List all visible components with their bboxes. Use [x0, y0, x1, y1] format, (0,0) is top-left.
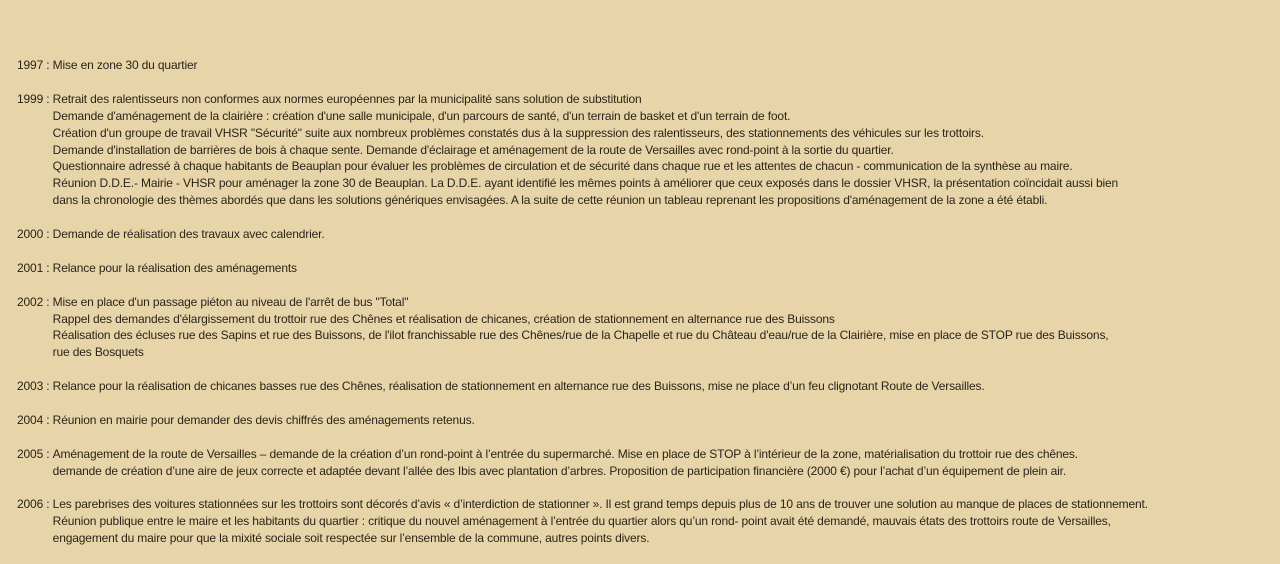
entry-year: 2002 :	[17, 294, 53, 309]
entry-text	[53, 446, 1275, 480]
entry-1999	[17, 91, 1275, 209]
entry-line: demande de création d’une aire de jeux correcte et adaptée devant l’allée des Ibis avec plantation d’arbres. Proposition de participation financière (2000 €) pour l’achat d’un équipement de plein air.	[52, 463, 1067, 478]
entry-text	[53, 378, 1275, 395]
entry-year: 2004 :	[17, 412, 53, 427]
entry-line: Retrait des ralentisseurs non conformes aux normes européennes par la municipalité sans solution de substitution	[52, 91, 642, 106]
entry-line: Demande d'aménagement de la clairière : création d'une salle municipale, d'un parcours de santé, d'un terrain de basket et d'un terrain de foot.	[52, 108, 791, 123]
entry-text	[53, 294, 1275, 362]
entry-text	[53, 226, 1275, 243]
entry-year: 1999 :	[17, 91, 53, 106]
entry-line: Questionnaire adressé à chaque habitants de Beauplan pour évaluer les problèmes de circulation et de sécurité dans chaque rue et les attentes de chacun - communication de la synthèse au maire.	[52, 159, 1073, 174]
entry-text	[53, 260, 1275, 277]
entry-line: Rappel des demandes d'élargissement du trottoir rue des Chênes et réalisation de chicanes, création de stationnement en alternance rue des Buissons	[52, 311, 835, 326]
entry-line: engagement du maire pour que la mixité sociale soit respectée sur l’ensemble de la commune, autres points divers.	[52, 531, 650, 546]
entry-line: Création d'un groupe de travail VHSR "Sécurité" suite aux nombreux problèmes constatés dus à la suppression des ralentisseurs, des stationnements des véhicules sur les trottoirs.	[52, 125, 984, 140]
entry-year: 2001 :	[17, 260, 53, 275]
entry-2001	[17, 260, 1275, 277]
entry-1997	[17, 57, 1275, 74]
entry-2006	[17, 496, 1275, 547]
entry-line: Mise en place d'un passage piéton au niveau de l'arrêt de bus "Total"	[52, 294, 409, 309]
entry-line: Demande d'installation de barrières de bois à chaque sente. Demande d'éclairage et aménagement de la route de Versailles avec rond-point à la sortie du quartier.	[52, 142, 894, 157]
entry-2003	[17, 378, 1275, 395]
entry-line: Réunion D.D.E.- Mairie - VHSR pour aménager la zone 30 de Beauplan. La D.D.E. ayant identifié les mêmes points à améliorer que ceux exposés dans le dossier VHSR, la présentation coïncidait aussi bien	[52, 176, 1119, 191]
entry-2005	[17, 446, 1275, 480]
entry-text	[53, 91, 1275, 209]
entry-line: Mise en zone 30 du quartier	[52, 58, 198, 72]
entry-text	[53, 57, 1275, 74]
entry-line: Relance pour la réalisation des aménagements	[52, 260, 297, 275]
entry-line: dans la chronologie des thèmes abordés que dans les solutions génériques envisagées. A la suite de cette réunion un tableau reprenant les propositions d'aménagement de la zone a été établi.	[52, 193, 1048, 208]
entry-year: 2003 :	[17, 379, 53, 394]
entry-line: Relance pour la réalisation de chicanes basses rue des Chênes, réalisation de stationnement en alternance rue des Buissons, mise ne place d’un feu clignotant Route de Versailles.	[52, 379, 985, 394]
entry-year: 1997 :	[17, 58, 53, 72]
entry-line: Réalisation des écluses rue des Sapins et rue des Buissons, de l'ilot franchissable rue des Chênes/rue de la Chapelle et rue du Château d'eau/rue de la Clairière, mise en place de STOP rue des Buissons,	[52, 328, 1109, 343]
entry-line: Réunion publique entre le maire et les habitants du quartier : critique du nouvel aménagement à l’entrée du quartier alors qu’un rond- point avait été demandé, mauvais états des trottoirs route de Versailles,	[52, 514, 1111, 529]
entry-year: 2005 :	[17, 446, 53, 461]
entry-2000	[17, 226, 1275, 243]
entry-2004	[17, 412, 1275, 429]
timeline	[17, 57, 1275, 564]
entry-line: Aménagement de la route de Versailles – demande de la création d’un rond-point à l’entrée du supermarché. Mise en place de STOP à l’intérieur de la zone, matérialisation du trottoir rue des chênes.	[52, 446, 1078, 461]
entry-line: Les parebrises des voitures stationnées sur les trottoirs sont décorés d’avis « d’interdiction de stationner ». Il est grand temps depuis plus de 10 ans de trouver une solution au manque de places de stationnement.	[52, 497, 1148, 512]
entry-line: Demande de réalisation des travaux avec calendrier.	[52, 227, 325, 242]
entry-text	[53, 412, 1275, 429]
entry-year: 2006 :	[17, 497, 53, 512]
entry-2002	[17, 294, 1275, 362]
entry-line: Réunion en mairie pour demander des devis chiffrés des aménagements retenus.	[52, 412, 475, 427]
entry-year: 2000 :	[17, 227, 53, 242]
entry-line: rue des Bosquets	[52, 345, 144, 360]
entry-text	[53, 496, 1275, 547]
